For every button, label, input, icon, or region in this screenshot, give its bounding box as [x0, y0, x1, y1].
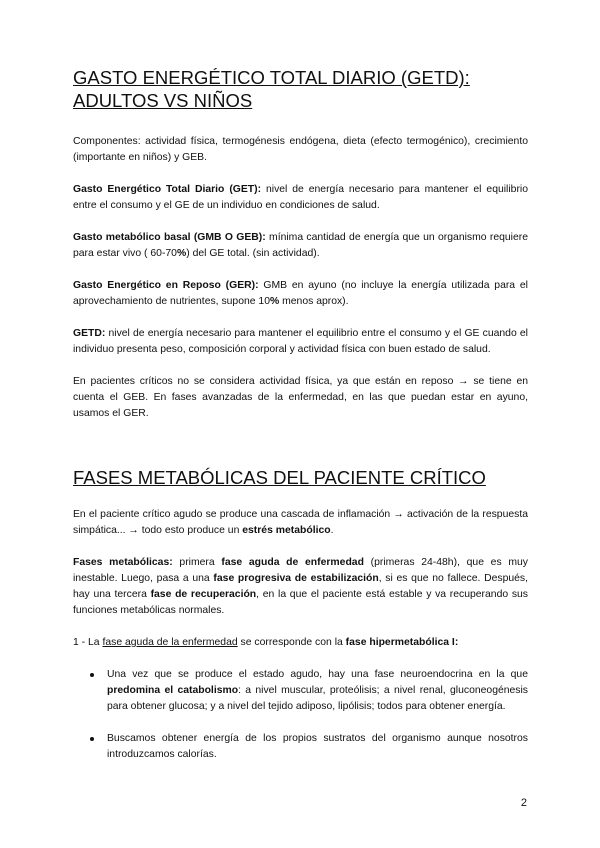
bullet-list — [73, 667, 528, 763]
list-spacer — [73, 715, 528, 731]
section-title-getd: GASTO ENERGÉTICO TOTAL DIARIO (GETD): ADULTOS VS NIÑOS — [73, 67, 470, 111]
term-getd: GETD: — [73, 328, 106, 339]
section-title-fases: FASES METABÓLICAS DEL PACIENTE CRÍTICO — [73, 467, 486, 488]
paragraph-ger: Gasto Energético en Reposo (GER): GMB en ayuno (no incluye la energía utilizada para el aprovechamiento de nutrientes, supone 10% menos aprox). — [73, 280, 528, 307]
paragraph-getd: GETD: nivel de energía necesario para mantener el equilibrio entre el consumo y el GE cuando el individuo presenta peso, composición corporal y actividad física con buen estado de salud. — [73, 328, 528, 355]
paragraph-fases-metabolicas: Fases metabólicas: primera fase aguda de enfermedad (primeras 24-48h), que es muy inestable. Luego, pasa a una fase progresiva de estabilización, si es que no fallece. Después, hay una tercera fase de recuperación, en la que el paciente está estable y va recuperando sus funciones metabólicas normales. — [73, 557, 529, 616]
paragraph-item-1: 1 - La fase aguda de la enfermedad se corresponde con la fase hipermetabólica I: — [73, 637, 459, 648]
term-fases: Fases metabólicas: — [73, 557, 173, 568]
term-get: Gasto Energético Total Diario (GET): — [73, 184, 262, 195]
page-content — [73, 66, 528, 763]
paragraph-intro-estres: En el paciente crítico agudo se produce una cascada de inflamación → activación de la respuesta simpática... → todo esto produce un estrés metabólico. — [73, 509, 528, 536]
paragraph-pacientes-criticos: En pacientes críticos no se considera actividad física, ya que están en reposo → se tiene en cuenta el GEB. En fases avanzadas de la enfermedad, en las que puedan estar en ayuno, usamos el GER. — [73, 376, 528, 419]
paragraph-get: Gasto Energético Total Diario (GET): nivel de energía necesario para mantener el equilibrio entre el consumo y el GE de un individuo en condiciones de salud. — [73, 184, 528, 211]
term-ger: Gasto Energético en Reposo (GER): — [73, 280, 259, 291]
term-gmb: Gasto metabólico basal (GMB O GEB): — [73, 232, 266, 243]
paragraph-gmb: Gasto metabólico basal (GMB O GEB): mínima cantidad de energía que un organismo requiere para estar vivo ( 60-70%) del GE total. (sin actividad). — [73, 232, 528, 259]
page-number: 2 — [520, 797, 527, 809]
list-item: Una vez que se produce el estado agudo, hay una fase neuroendocrina en la que predomina el catabolismo: a nivel muscular, proteólisis; a nivel renal, gluconeogénesis para obtener glucosa; y a nivel del tejido adiposo, lipólisis; todos para obtener energía. — [73, 667, 528, 715]
list-item: Buscamos obtener energía de los propios sustratos del organismo aunque nosotros introduzcamos calorías. — [73, 731, 528, 763]
paragraph-componentes: Componentes: actividad física, termogénesis endógena, dieta (efecto termogénico), crecimiento (importante en niños) y GEB. — [73, 136, 528, 163]
